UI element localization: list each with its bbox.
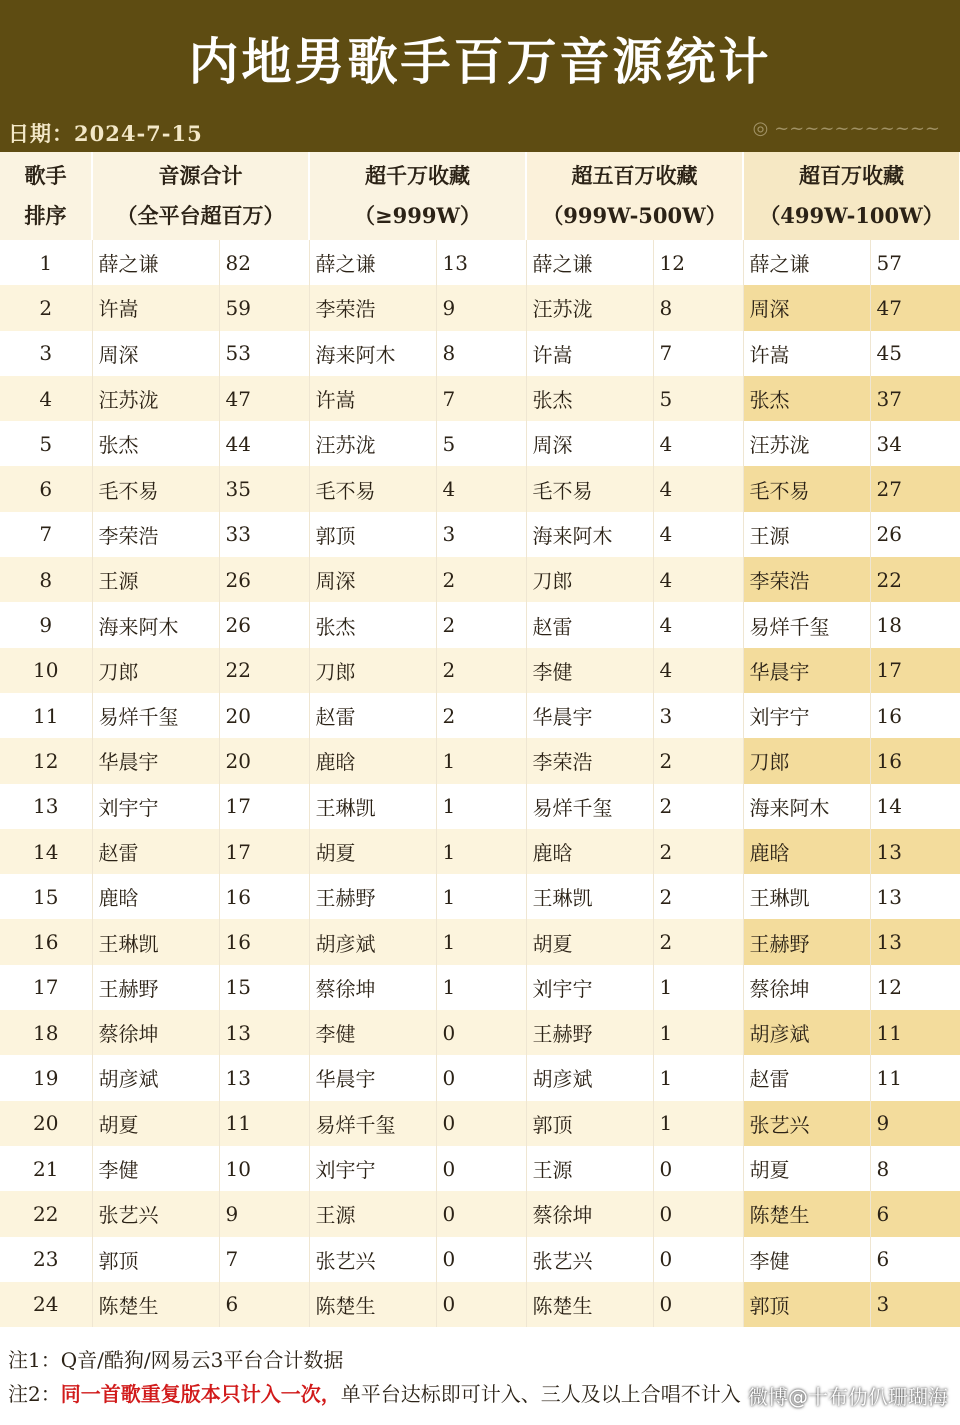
tier2-singer-cell: 周深 <box>526 421 653 466</box>
tier3-singer-cell: 海来阿木 <box>743 784 870 829</box>
tier2-singer-cell: 王琳凯 <box>526 874 653 919</box>
tier2-singer-cell: 刘宇宁 <box>526 965 653 1010</box>
total-count-cell: 20 <box>219 693 309 738</box>
header-tier1: 超千万收藏 （≥999W） <box>309 152 526 240</box>
rank-cell: 15 <box>0 874 92 919</box>
tier2-count-cell: 1 <box>653 1010 743 1055</box>
tier2-count-cell: 3 <box>653 693 743 738</box>
tier3-count-cell: 34 <box>870 421 960 466</box>
tier2-singer-cell: 蔡徐坤 <box>526 1191 653 1236</box>
tier2-singer-cell: 华晨宇 <box>526 693 653 738</box>
tier2-singer-cell: 李荣浩 <box>526 738 653 783</box>
table-row <box>0 331 960 376</box>
tier2-count-cell: 2 <box>653 829 743 874</box>
tier3-count-cell: 13 <box>870 919 960 964</box>
rank-cell: 18 <box>0 1010 92 1055</box>
table-row <box>0 965 960 1010</box>
tier1-count-cell: 0 <box>436 1101 526 1146</box>
total-singer-cell: 易烊千玺 <box>92 693 219 738</box>
tier1-count-cell: 2 <box>436 693 526 738</box>
table-row <box>0 240 960 285</box>
total-count-cell: 17 <box>219 784 309 829</box>
total-count-cell: 11 <box>219 1101 309 1146</box>
tier1-count-cell: 4 <box>436 466 526 511</box>
tier2-count-cell: 2 <box>653 874 743 919</box>
tier2-singer-cell: 鹿晗 <box>526 829 653 874</box>
tier3-singer-cell: 华晨宇 <box>743 648 870 693</box>
tier1-count-cell: 0 <box>436 1237 526 1282</box>
rank-cell: 9 <box>0 602 92 647</box>
tier3-singer-cell: 赵雷 <box>743 1055 870 1100</box>
page-title: 内地男歌手百万音源统计 <box>188 32 772 91</box>
tier3-count-cell: 6 <box>870 1237 960 1282</box>
tier1-singer-cell: 周深 <box>309 557 436 602</box>
rank-cell: 16 <box>0 919 92 964</box>
tier3-singer-cell: 郭顶 <box>743 1282 870 1327</box>
tier1-count-cell: 2 <box>436 557 526 602</box>
total-count-cell: 44 <box>219 421 309 466</box>
tier1-singer-cell: 赵雷 <box>309 693 436 738</box>
tier3-singer-cell: 刀郎 <box>743 738 870 783</box>
tier2-singer-cell: 胡夏 <box>526 919 653 964</box>
tier1-singer-cell: 王赫野 <box>309 874 436 919</box>
table-body <box>0 240 960 1327</box>
tier3-singer-cell: 张杰 <box>743 376 870 421</box>
table-row <box>0 919 960 964</box>
table-row <box>0 557 960 602</box>
rank-cell: 22 <box>0 1191 92 1236</box>
tier3-count-cell: 26 <box>870 512 960 557</box>
total-singer-cell: 蔡徐坤 <box>92 1010 219 1055</box>
table-row <box>0 1055 960 1100</box>
tier3-count-cell: 16 <box>870 738 960 783</box>
tier1-singer-cell: 王源 <box>309 1191 436 1236</box>
total-singer-cell: 王琳凯 <box>92 919 219 964</box>
tier2-singer-cell: 许嵩 <box>526 331 653 376</box>
tier3-count-cell: 13 <box>870 874 960 919</box>
tier3-count-cell: 14 <box>870 784 960 829</box>
tier2-count-cell: 2 <box>653 738 743 783</box>
tier1-singer-cell: 郭顶 <box>309 512 436 557</box>
tier1-count-cell: 1 <box>436 738 526 783</box>
table-row <box>0 421 960 466</box>
total-count-cell: 16 <box>219 874 309 919</box>
tier2-count-cell: 1 <box>653 1101 743 1146</box>
total-singer-cell: 李健 <box>92 1146 219 1191</box>
table-row <box>0 1237 960 1282</box>
table-row <box>0 1010 960 1055</box>
tier2-singer-cell: 张杰 <box>526 376 653 421</box>
note-1 <box>8 1343 958 1377</box>
rank-cell: 12 <box>0 738 92 783</box>
tier3-singer-cell: 陈楚生 <box>743 1191 870 1236</box>
rank-cell: 13 <box>0 784 92 829</box>
tier1-count-cell: 0 <box>436 1282 526 1327</box>
header-total: 音源合计 （全平台超百万） <box>92 152 309 240</box>
tier2-singer-cell: 胡彦斌 <box>526 1055 653 1100</box>
table-row <box>0 602 960 647</box>
tier1-singer-cell: 海来阿木 <box>309 331 436 376</box>
tier3-singer-cell: 张艺兴 <box>743 1101 870 1146</box>
tier3-count-cell: 16 <box>870 693 960 738</box>
tier3-singer-cell: 许嵩 <box>743 331 870 376</box>
tier1-singer-cell: 张艺兴 <box>309 1237 436 1282</box>
tier1-singer-cell: 鹿晗 <box>309 738 436 783</box>
total-count-cell: 10 <box>219 1146 309 1191</box>
tier3-count-cell: 27 <box>870 466 960 511</box>
total-count-cell: 22 <box>219 648 309 693</box>
table-row <box>0 1101 960 1146</box>
total-count-cell: 13 <box>219 1010 309 1055</box>
tier2-singer-cell: 刀郎 <box>526 557 653 602</box>
tier1-count-cell: 2 <box>436 648 526 693</box>
tier2-singer-cell: 王源 <box>526 1146 653 1191</box>
total-singer-cell: 毛不易 <box>92 466 219 511</box>
rank-cell: 8 <box>0 557 92 602</box>
tier3-singer-cell: 刘宇宁 <box>743 693 870 738</box>
total-singer-cell: 李荣浩 <box>92 512 219 557</box>
tier2-count-cell: 0 <box>653 1282 743 1327</box>
tier3-count-cell: 57 <box>870 240 960 285</box>
note-2-label: 注2： <box>8 1382 61 1406</box>
total-singer-cell: 王源 <box>92 557 219 602</box>
rank-cell: 20 <box>0 1101 92 1146</box>
table-row <box>0 1191 960 1236</box>
tier3-singer-cell: 蔡徐坤 <box>743 965 870 1010</box>
tier1-count-cell: 0 <box>436 1146 526 1191</box>
tier1-count-cell: 9 <box>436 285 526 330</box>
tier3-count-cell: 22 <box>870 557 960 602</box>
rank-cell: 1 <box>0 240 92 285</box>
tier3-count-cell: 11 <box>870 1055 960 1100</box>
rank-cell: 19 <box>0 1055 92 1100</box>
tier3-singer-cell: 易烊千玺 <box>743 602 870 647</box>
total-singer-cell: 汪苏泷 <box>92 376 219 421</box>
tier1-count-cell: 0 <box>436 1191 526 1236</box>
table-header-row <box>0 152 960 240</box>
total-singer-cell: 刀郎 <box>92 648 219 693</box>
table-row <box>0 784 960 829</box>
rank-cell: 2 <box>0 285 92 330</box>
tier1-count-cell: 13 <box>436 240 526 285</box>
tier2-singer-cell: 张艺兴 <box>526 1237 653 1282</box>
rank-cell: 21 <box>0 1146 92 1191</box>
tier2-singer-cell: 汪苏泷 <box>526 285 653 330</box>
total-singer-cell: 郭顶 <box>92 1237 219 1282</box>
tier2-count-cell: 0 <box>653 1191 743 1236</box>
total-count-cell: 13 <box>219 1055 309 1100</box>
table-row <box>0 376 960 421</box>
tier2-count-cell: 1 <box>653 965 743 1010</box>
tier1-singer-cell: 汪苏泷 <box>309 421 436 466</box>
tier3-singer-cell: 王赫野 <box>743 919 870 964</box>
rank-cell: 7 <box>0 512 92 557</box>
weibo-watermark: 微博@十布仂仈珊瑚海 <box>748 1385 948 1409</box>
total-count-cell: 59 <box>219 285 309 330</box>
rank-cell: 24 <box>0 1282 92 1327</box>
tier3-count-cell: 37 <box>870 376 960 421</box>
header-tier3: 超百万收藏 （499W-100W） <box>743 152 960 240</box>
header-rank: 歌手 排序 <box>0 152 92 240</box>
tier1-count-cell: 1 <box>436 784 526 829</box>
table-row <box>0 829 960 874</box>
tier2-count-cell: 4 <box>653 421 743 466</box>
tier2-count-cell: 4 <box>653 512 743 557</box>
tier2-count-cell: 8 <box>653 285 743 330</box>
ranking-table <box>0 152 960 1327</box>
tier2-count-cell: 12 <box>653 240 743 285</box>
table-row <box>0 874 960 919</box>
tier2-singer-cell: 李健 <box>526 648 653 693</box>
tier3-count-cell: 11 <box>870 1010 960 1055</box>
tier2-singer-cell: 郭顶 <box>526 1101 653 1146</box>
table-row <box>0 648 960 693</box>
total-count-cell: 16 <box>219 919 309 964</box>
tier1-singer-cell: 张杰 <box>309 602 436 647</box>
total-singer-cell: 刘宇宁 <box>92 784 219 829</box>
tier2-singer-cell: 薛之谦 <box>526 240 653 285</box>
tier1-singer-cell: 陈楚生 <box>309 1282 436 1327</box>
total-count-cell: 17 <box>219 829 309 874</box>
tier1-singer-cell: 李荣浩 <box>309 285 436 330</box>
tier1-singer-cell: 许嵩 <box>309 376 436 421</box>
tier1-count-cell: 0 <box>436 1010 526 1055</box>
table-row <box>0 693 960 738</box>
rank-cell: 23 <box>0 1237 92 1282</box>
tier2-singer-cell: 陈楚生 <box>526 1282 653 1327</box>
tier1-count-cell: 8 <box>436 331 526 376</box>
tier1-count-cell: 1 <box>436 919 526 964</box>
total-singer-cell: 胡彦斌 <box>92 1055 219 1100</box>
tier1-count-cell: 1 <box>436 829 526 874</box>
tier3-singer-cell: 薛之谦 <box>743 240 870 285</box>
total-count-cell: 20 <box>219 738 309 783</box>
rank-cell: 11 <box>0 693 92 738</box>
tier3-count-cell: 45 <box>870 331 960 376</box>
tier2-singer-cell: 赵雷 <box>526 602 653 647</box>
tier1-count-cell: 3 <box>436 512 526 557</box>
total-singer-cell: 华晨宇 <box>92 738 219 783</box>
tier1-singer-cell: 易烊千玺 <box>309 1101 436 1146</box>
total-singer-cell: 陈楚生 <box>92 1282 219 1327</box>
tier3-count-cell: 47 <box>870 285 960 330</box>
total-count-cell: 33 <box>219 512 309 557</box>
total-singer-cell: 胡夏 <box>92 1101 219 1146</box>
tier3-count-cell: 17 <box>870 648 960 693</box>
title-banner <box>0 0 960 152</box>
tier2-count-cell: 5 <box>653 376 743 421</box>
note-1-text: Q音/酷狗/网易云3平台合计数据 <box>60 1348 344 1372</box>
tier3-singer-cell: 汪苏泷 <box>743 421 870 466</box>
total-count-cell: 15 <box>219 965 309 1010</box>
total-count-cell: 82 <box>219 240 309 285</box>
total-singer-cell: 张艺兴 <box>92 1191 219 1236</box>
total-singer-cell: 许嵩 <box>92 285 219 330</box>
tier2-count-cell: 0 <box>653 1237 743 1282</box>
tier1-singer-cell: 胡夏 <box>309 829 436 874</box>
total-count-cell: 7 <box>219 1237 309 1282</box>
tier2-singer-cell: 易烊千玺 <box>526 784 653 829</box>
rank-cell: 5 <box>0 421 92 466</box>
tier3-singer-cell: 胡夏 <box>743 1146 870 1191</box>
rank-cell: 4 <box>0 376 92 421</box>
total-singer-cell: 王赫野 <box>92 965 219 1010</box>
tier2-singer-cell: 王赫野 <box>526 1010 653 1055</box>
total-count-cell: 6 <box>219 1282 309 1327</box>
tier3-singer-cell: 李荣浩 <box>743 557 870 602</box>
tier3-singer-cell: 毛不易 <box>743 466 870 511</box>
tier2-count-cell: 1 <box>653 1055 743 1100</box>
tier2-count-cell: 4 <box>653 648 743 693</box>
tier1-singer-cell: 李健 <box>309 1010 436 1055</box>
tier2-count-cell: 4 <box>653 466 743 511</box>
tier2-count-cell: 7 <box>653 331 743 376</box>
date-label: 日期：2024-7-15 <box>8 121 203 146</box>
rank-cell: 14 <box>0 829 92 874</box>
tier1-count-cell: 1 <box>436 874 526 919</box>
total-singer-cell: 周深 <box>92 331 219 376</box>
table-row <box>0 1282 960 1327</box>
tier1-singer-cell: 蔡徐坤 <box>309 965 436 1010</box>
note-2-text: 单平台达标即可计入、三人及以上合唱不计入 <box>340 1382 741 1406</box>
tier3-count-cell: 18 <box>870 602 960 647</box>
table-row <box>0 466 960 511</box>
rank-cell: 17 <box>0 965 92 1010</box>
tier2-count-cell: 2 <box>653 784 743 829</box>
tier1-count-cell: 7 <box>436 376 526 421</box>
tier1-singer-cell: 刘宇宁 <box>309 1146 436 1191</box>
tier1-singer-cell: 刀郎 <box>309 648 436 693</box>
table-row <box>0 512 960 557</box>
tier1-singer-cell: 毛不易 <box>309 466 436 511</box>
total-count-cell: 47 <box>219 376 309 421</box>
tier3-singer-cell: 王琳凯 <box>743 874 870 919</box>
rank-cell: 10 <box>0 648 92 693</box>
tier1-count-cell: 1 <box>436 965 526 1010</box>
header-tier2: 超五百万收藏 （999W-500W） <box>526 152 743 240</box>
tier1-singer-cell: 华晨宇 <box>309 1055 436 1100</box>
blurred-watermark: ◎ ~~~~~~~~~~~ <box>752 118 940 139</box>
tier2-count-cell: 4 <box>653 602 743 647</box>
tier1-singer-cell: 胡彦斌 <box>309 919 436 964</box>
tier3-count-cell: 9 <box>870 1101 960 1146</box>
tier3-count-cell: 3 <box>870 1282 960 1327</box>
tier3-count-cell: 12 <box>870 965 960 1010</box>
rank-cell: 6 <box>0 466 92 511</box>
total-count-cell: 26 <box>219 557 309 602</box>
tier1-singer-cell: 王琳凯 <box>309 784 436 829</box>
note-2-highlight: 同一首歌重复版本只计入一次， <box>60 1382 341 1406</box>
rank-cell: 3 <box>0 331 92 376</box>
tier3-count-cell: 6 <box>870 1191 960 1236</box>
total-singer-cell: 海来阿木 <box>92 602 219 647</box>
tier1-count-cell: 2 <box>436 602 526 647</box>
total-singer-cell: 鹿晗 <box>92 874 219 919</box>
note-1-label: 注1： <box>8 1348 61 1372</box>
total-singer-cell: 张杰 <box>92 421 219 466</box>
tier2-count-cell: 2 <box>653 919 743 964</box>
tier3-count-cell: 8 <box>870 1146 960 1191</box>
tier2-count-cell: 4 <box>653 557 743 602</box>
tier1-count-cell: 0 <box>436 1055 526 1100</box>
tier3-count-cell: 13 <box>870 829 960 874</box>
tier3-singer-cell: 鹿晗 <box>743 829 870 874</box>
tier3-singer-cell: 李健 <box>743 1237 870 1282</box>
table-row <box>0 738 960 783</box>
tier2-count-cell: 0 <box>653 1146 743 1191</box>
total-singer-cell: 薛之谦 <box>92 240 219 285</box>
tier1-count-cell: 5 <box>436 421 526 466</box>
tier2-singer-cell: 海来阿木 <box>526 512 653 557</box>
total-count-cell: 35 <box>219 466 309 511</box>
tier2-singer-cell: 毛不易 <box>526 466 653 511</box>
tier1-singer-cell: 薛之谦 <box>309 240 436 285</box>
total-singer-cell: 赵雷 <box>92 829 219 874</box>
tier3-singer-cell: 王源 <box>743 512 870 557</box>
tier3-singer-cell: 周深 <box>743 285 870 330</box>
total-count-cell: 53 <box>219 331 309 376</box>
table-row <box>0 285 960 330</box>
total-count-cell: 9 <box>219 1191 309 1236</box>
table-row <box>0 1146 960 1191</box>
tier3-singer-cell: 胡彦斌 <box>743 1010 870 1055</box>
total-count-cell: 26 <box>219 602 309 647</box>
